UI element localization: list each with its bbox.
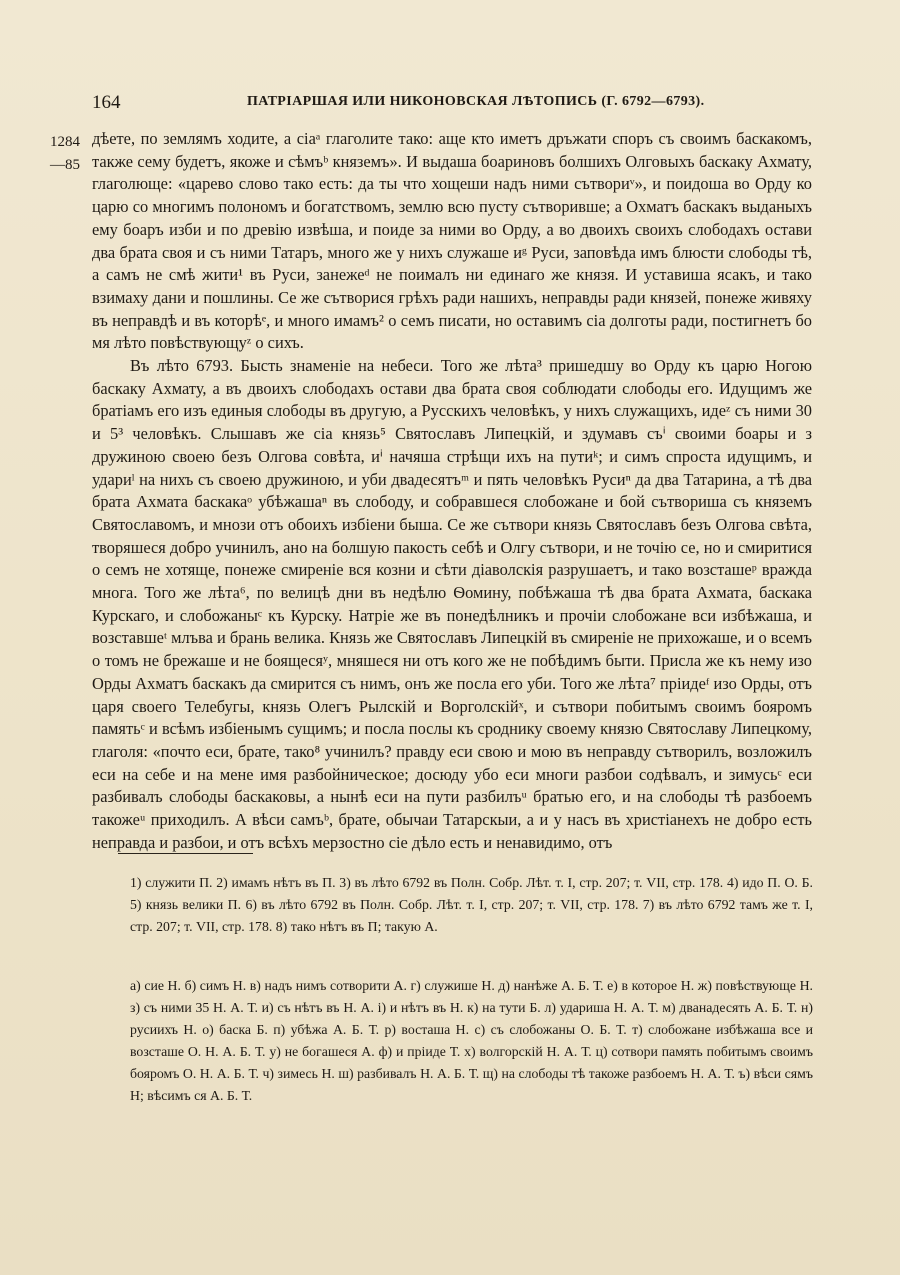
page-header (92, 92, 812, 116)
footnotes-numeric: 1) служити П. 2) имамъ нѣтъ въ П. 3) въ лѣто 6792 въ Полн. Собр. Лѣт. т. I, стр. 207; т. VII, стр. 178. 4) идо П. О. Б. 5) князь велики П. 6) въ лѣто 6792 въ Полн. Собр. Лѣт. т. I, стр. 207; т. VII, стр. 178. 7) въ лѣто 6792 тамъ же т. I, стр. 207; т. VII, стр. 178. 8) тако нѣтъ въ П; такую А. (130, 875, 813, 934)
paragraph-year-6793: Въ лѣто 6793. Бысть знаменіе на небеси. Того же лѣта³ пришедшу во Орду къ царю Ногою баскаку Ахмату, а въ двоихъ слободахъ остави два брата своя соблюдати слободы его. Идущимъ же братіамъ его изъ единыя слободы въ другую, а Русскихъ человѣкъ, у нихъ служащихъ, идеᶻ съ ними 30 и 5³ человѣкъ. Слышавъ же сіа князь⁵ Святославъ Липецкій, и здумавъ съⁱ своими боары и з дружиною своею безъ Олгова совѣта, иⁱ начяша стрѣщи ихъ на путиᵏ; и симъ спроста идущимъ, и удариˡ на нихъ съ своею дружиною, и уби двадесятъᵐ и пять человѣкъ Русиⁿ да два Татарина, а тѣ два брата Ахмата баскакаᵒ убѣжашаⁿ въ слободу, и собравшеся слобожане и бой сътвориша съ княземъ Святославомъ, и мнози отъ обоихъ избіени быша. Се же сътвори князь Святославъ безъ Олгова свѣта, творяшеся добро учинилъ, ано на болшую пакость себѣ и Олгу сътвори, и не точію се, но и смиритися о семъ не хотяще, понеже смиреніе вся козни и сѣти діаволскія разрушаетъ, и тако возсташеᵖ вражда многа. Того же лѣта⁶, по велицѣ дни въ недѣлю Ѳомину, побѣжаша тѣ два брата Ахмата, баскака Курскаго, и слобожаныᶜ къ Курску. Натріе же въ понедѣлникъ и прочіи слобожане вси избѣжаша, и возставшеᵗ млъва и брань велика. Князь же Святославъ Липецкій въ смиреніе не прихожаше, и о всемъ о томъ не брежаше и не боящесяʸ, мняшеся ни отъ кого же не побѣдимъ быти. Присла же къ нему изо Орды Ахматъ баскакъ да смирится съ нимъ, онъ же посла его уби. Того же лѣта⁷ пріидеᶠ изо Орды, отъ царя своего Телебугы, князь Олегъ Рылскій и Ворголскійˣ, и сътвори побитымъ своимъ бояромъ памятьᶜ и всѣмъ избіенымъ сущимъ; и посла послы къ сроднику своему князю Святославу Липецкому, глаголя: «почто еси, брате, тако⁸ учинилъ? правду еси свою и мою въ неправду сътворилъ, возложилъ еси на себе и на мене имя разбойническое; досюду убо еси многи разбои содѣвалъ, и зимусьᶜ еси разбивалъ слободы баскаковы, а нынѣ еси на пути разбилъᵘ братью его, и на слободы тѣ разбоемъ такожеᵘ приходилъ. А вѣси самъᵇ, брате, обычаи Татарскыи, а и у насъ въ христіанехъ не добро есть неправда и разбои, и отъ всѣхъ мерзостно сіе дѣло есть и ненавидимо, отъ (92, 356, 812, 852)
main-text (92, 128, 812, 855)
page-number: 164 (92, 92, 121, 113)
paragraph-continuation: дѣете, по землямъ ходите, а сіаᵃ глаголите тако: аще кто иметъ дръжати споръ съ своимъ баскакомъ, также сему будетъ, якоже и сѣмъᵇ княземъ». И выдаша боариновъ болшихъ Олговыхъ баскаку Ахмату, глаголюще: «царево слово тако есть: да ты что хощеши надъ ними сътвориᵛ», и поидоша во Орду ко царю со многимъ полономъ и богатствомъ, землю всю пусту сътворивше; а Охматъ баскакъ выданыхъ ему боаръ изби и по древію извѣша, и поиде за ними во Орду, а во двоихъ своихъ слободахъ остави два брата своя и съ ними Татаръ, много же у нихъ служаше иᵍ Руси, заповѣда имъ блюсти слободы тѣ, а самъ не смѣ жити¹ въ Руси, занежеᵈ не поималъ ни единаго же князя. И уставиша ясакъ, и тако взимаху дани и пошлины. Се же сътворися грѣхъ ради нашихъ, неправды ради князей, понеже живяху въ неправдѣ и въ которѣᵉ, и много имамъ² о семъ писати, но оставимъ сіа долготы ради, постигнетъ бо мя лѣто повѣствующуᶻ о сихъ. (92, 129, 812, 353)
running-title: ПАТРІАРШАЯ ИЛИ НИКОНОВСКАЯ ЛѢТОПИСЬ (Г. 6792—6793). (247, 94, 705, 109)
margin-year-notes (50, 131, 80, 176)
footnote-divider (118, 853, 253, 854)
margin-year-start: 1284 (50, 134, 80, 150)
footnotes-alphabetic: а) сие Н. б) симъ Н. в) надъ нимъ сотворити А. г) служише Н. д) нанѣже А. Б. Т. е) в которое Н. ж) повѣствующе Н. з) съ ними 35 Н. А. Т. и) съ нѣтъ въ Н. А. і) и нѣтъ въ Н. к) на тути Б. л) удариша Н. А. Т. м) дванадесять А. Б. Т. н) русиихъ Н. о) баска Б. п) убѣжа А. Б. Т. р) восташа Н. с) съ слобожаны О. Б. Т. т) слобожане избѣжаша все и возсташе О. Н. А. Б. Т. у) не богашеся А. ф) и пріиде Т. х) волгорскій Н. А. Т. ц) сотвори память побитымъ своимъ бояромъ О. Н. А. Б. Т. ч) зимесь Н. ш) разбивалъ Н. А. Б. Т. щ) на слободы тѣ такоже разбоемъ Н. А. Т. ъ) вѣси сямъ Н; вѣсимъ ся А. Б. Т. (130, 978, 813, 1103)
margin-year-end: —85 (50, 156, 80, 173)
